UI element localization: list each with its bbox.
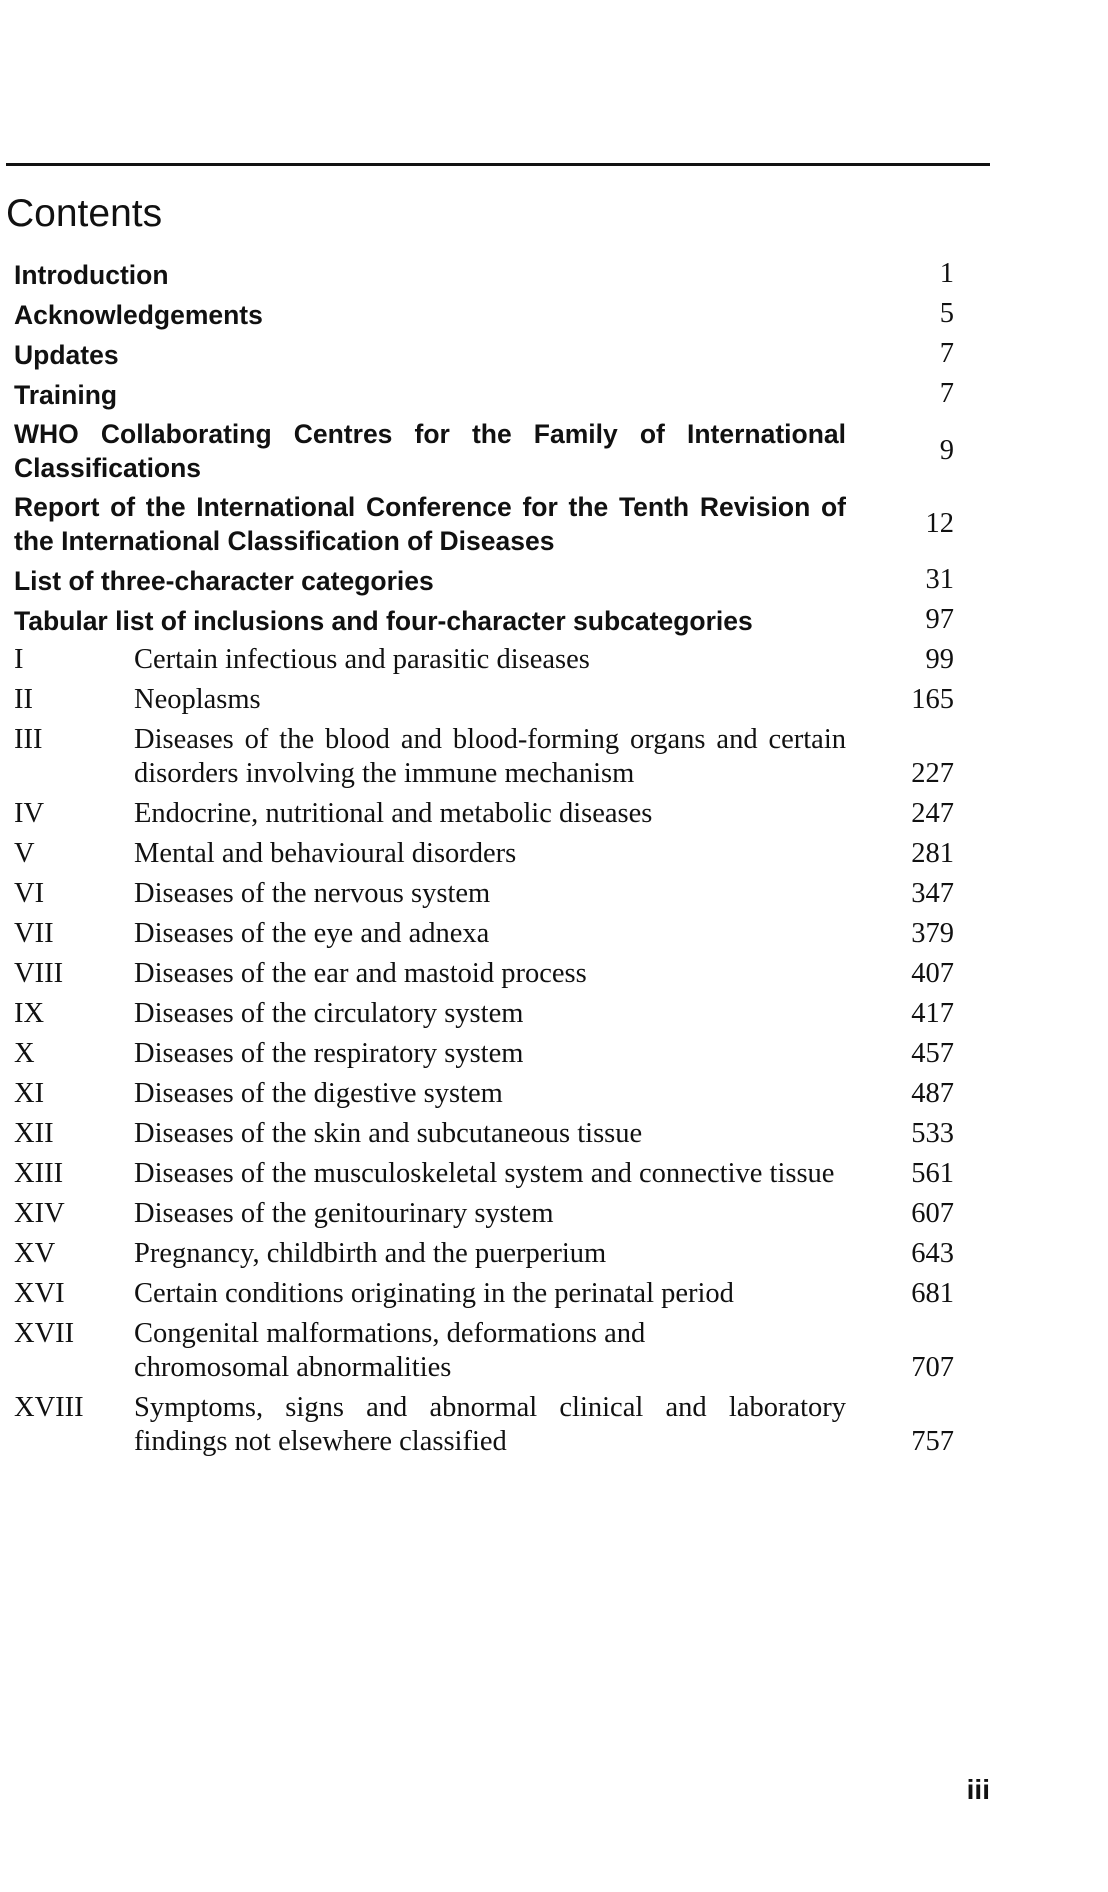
chapter-title: Neoplasms (134, 684, 261, 715)
chapter-page: 607 (911, 1198, 954, 1229)
chapter-title: Diseases of the nervous system (134, 878, 491, 909)
chapter-title: Diseases of the genitourinary system (134, 1198, 554, 1229)
toc-entry[interactable] (14, 257, 954, 297)
toc-entry-title: Updates (14, 340, 119, 370)
chapter-number: XV (14, 1238, 56, 1269)
chapter-number: VIII (14, 958, 64, 989)
toc-entry-title: List of three-character categories (14, 566, 434, 596)
top-rule (6, 163, 990, 166)
toc-entry[interactable] (14, 297, 954, 337)
page-number: iii (966, 1774, 990, 1805)
toc-chapter[interactable] (14, 1277, 954, 1317)
toc-chapter[interactable] (14, 1077, 954, 1117)
chapter-number: X (14, 1038, 35, 1069)
chapter-title: Diseases of the skin and subcutaneous tissue (134, 1118, 643, 1149)
toc-chapter[interactable] (14, 683, 954, 723)
table-of-contents (14, 257, 954, 1465)
chapter-page: 99 (925, 644, 954, 675)
toc-entry-title: Introduction (14, 260, 169, 290)
chapter-number: XIII (14, 1158, 64, 1189)
chapter-title: Mental and behavioural disorders (134, 838, 517, 869)
chapter-number: XVIII (14, 1392, 84, 1423)
toc-entry-title: Tabular list of inclusions and four-character subcategories (14, 606, 753, 636)
chapter-title: Congenital malformations, deformations and chromosomal abnormalities (134, 1318, 646, 1383)
toc-chapter[interactable] (14, 997, 954, 1037)
chapter-page: 533 (911, 1118, 954, 1149)
toc-entry[interactable] (14, 337, 954, 377)
chapter-number: I (14, 644, 24, 675)
chapter-title: Certain conditions originating in the perinatal period (134, 1278, 734, 1309)
chapter-page: 165 (911, 684, 954, 715)
chapter-number: V (14, 838, 35, 869)
chapter-page: 757 (911, 1426, 954, 1457)
toc-entry-page: 1 (939, 258, 954, 289)
chapter-title: Diseases of the blood and blood-forming organs and certain disorders involving the immune mechanism (134, 724, 846, 789)
chapter-page: 247 (911, 798, 954, 829)
chapter-number: II (14, 684, 33, 715)
chapter-title: Pregnancy, childbirth and the puerperium (134, 1238, 607, 1269)
toc-chapter[interactable] (14, 1197, 954, 1237)
chapter-title: Diseases of the ear and mastoid process (134, 958, 587, 989)
chapter-title: Symptoms, signs and abnormal clinical and laboratory findings not elsewhere classified (134, 1392, 846, 1457)
toc-entry[interactable] (14, 377, 954, 417)
toc-chapter[interactable] (14, 723, 954, 797)
chapter-page: 281 (911, 838, 954, 869)
chapter-number: XIV (14, 1198, 65, 1229)
toc-entry-page: 31 (925, 564, 954, 595)
chapter-page: 681 (911, 1278, 954, 1309)
toc-chapter[interactable] (14, 1237, 954, 1277)
toc-entry-title: Training (14, 380, 118, 410)
toc-entry-page: 7 (939, 338, 954, 369)
chapter-title: Endocrine, nutritional and metabolic diseases (134, 798, 653, 829)
toc-chapter[interactable] (14, 643, 954, 683)
toc-entry[interactable] (14, 603, 954, 643)
chapter-page: 707 (911, 1352, 954, 1383)
chapter-number: IV (14, 798, 45, 829)
toc-entry-page: 5 (939, 298, 954, 329)
toc-chapter[interactable] (14, 957, 954, 997)
chapter-number: III (14, 724, 43, 755)
chapter-page: 561 (911, 1158, 954, 1189)
chapter-title: Diseases of the eye and adnexa (134, 918, 490, 949)
toc-entry[interactable] (14, 490, 954, 563)
page-title: Contents (6, 192, 163, 235)
chapter-number: XVI (14, 1278, 65, 1309)
toc-entry[interactable] (14, 563, 954, 603)
toc-chapter[interactable] (14, 1317, 954, 1391)
chapter-number: VI (14, 878, 45, 909)
chapter-title: Diseases of the circulatory system (134, 998, 524, 1029)
toc-entry-title: Report of the International Conference for the Tenth Revision of the International Classification of Diseases (14, 492, 846, 556)
chapter-page: 379 (911, 918, 954, 949)
chapter-page: 347 (911, 878, 954, 909)
toc-chapter[interactable] (14, 1391, 954, 1465)
toc-chapter[interactable] (14, 1117, 954, 1157)
chapter-page: 457 (911, 1038, 954, 1069)
toc-entry[interactable] (14, 417, 954, 490)
chapter-number: VII (14, 918, 54, 949)
chapter-number: XI (14, 1078, 45, 1109)
toc-chapter[interactable] (14, 1037, 954, 1077)
chapter-title: Certain infectious and parasitic diseases (134, 644, 590, 675)
toc-entry-page: 97 (925, 604, 954, 635)
chapter-page: 487 (911, 1078, 954, 1109)
toc-chapter[interactable] (14, 877, 954, 917)
chapter-title: Diseases of the musculoskeletal system and connective tissue (134, 1158, 835, 1189)
toc-entry-page: 9 (939, 434, 954, 466)
toc-chapter[interactable] (14, 917, 954, 957)
chapter-page: 643 (911, 1238, 954, 1269)
toc-entry-title: WHO Collaborating Centres for the Family of International Classifications (14, 419, 846, 483)
chapter-page: 227 (911, 758, 954, 789)
chapter-number: XVII (14, 1318, 75, 1349)
toc-chapter[interactable] (14, 1157, 954, 1197)
toc-entry-page: 12 (925, 507, 954, 539)
chapter-page: 417 (911, 998, 954, 1029)
chapter-number: IX (14, 998, 45, 1029)
chapter-number: XII (14, 1118, 54, 1149)
toc-entry-page: 7 (939, 378, 954, 409)
toc-chapter[interactable] (14, 797, 954, 837)
toc-entry-title: Acknowledgements (14, 300, 263, 330)
toc-chapter[interactable] (14, 837, 954, 877)
chapter-title: Diseases of the digestive system (134, 1078, 503, 1109)
chapter-title: Diseases of the respiratory system (134, 1038, 524, 1069)
chapter-page: 407 (911, 958, 954, 989)
